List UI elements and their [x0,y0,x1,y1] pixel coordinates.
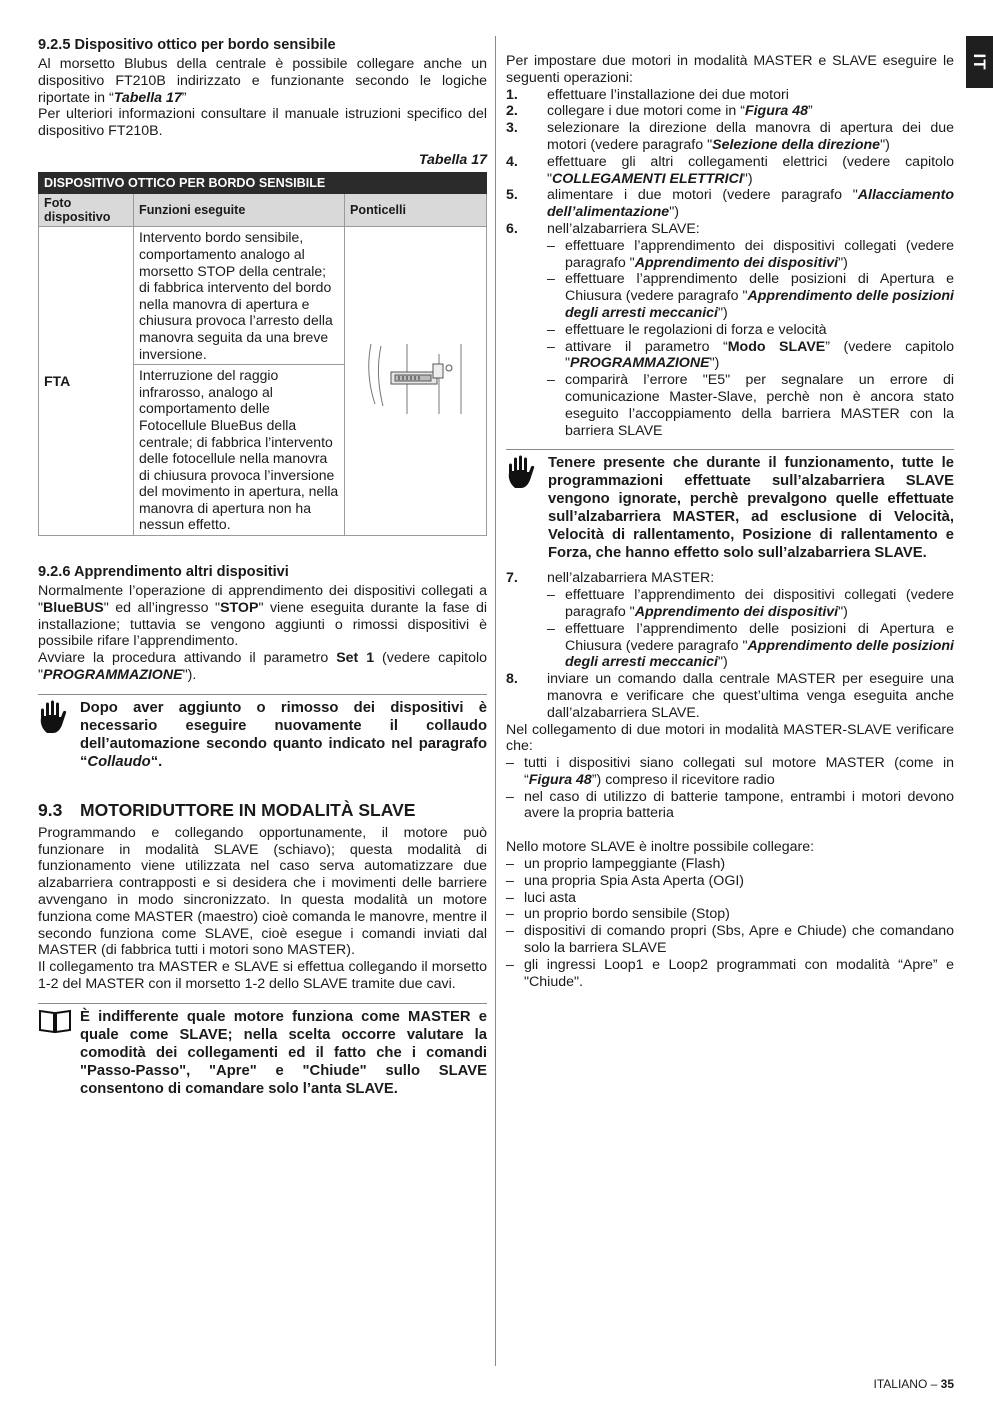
section-925-para-1 [38,56,487,106]
table-reference: Tabella 17 [113,89,182,106]
chapter-reference: COLLEGAMENTI ELETTRICI [552,170,743,187]
text: effettuare l’apprendimento delle posizioni di Apertura e Chiusura (vedere paragrafo " [565,271,954,305]
text: una propria Spia Asta Aperta (OGI) [524,872,745,889]
text: ”) compreso il ricevitore radio [591,771,775,788]
info-note-93 [38,1003,487,1098]
section-925-para-2: Per ulteriori informazioni consultare il manuale istruzioni specifico del dispositivo FT210B. [38,106,487,140]
step-text [547,570,954,671]
language-tab [966,36,993,88]
jumper-figure-cell [345,227,487,536]
text: ") [838,254,848,271]
right-column [506,53,954,990]
step-number: 4. [506,153,518,170]
step-3 [506,120,954,154]
table-title: DISPOSITIVO OTTICO PER BORDO SENSIBILE [39,172,487,194]
warning-note-slave [506,449,954,562]
section-title-93 [38,799,487,821]
step-number: 1. [506,86,518,103]
substep: – effettuare l’apprendimento dei dispositivi collegati (vedere paragrafo "Apprendimento dei dispositivi") [547,237,954,271]
section-93-para-2: Il collegamento tra MASTER e SLAVE si effettua collegando il morsetto 1-2 del MASTER con il morsetto 1-2 dello SLAVE tramite due cavi. [38,959,487,993]
text: effettuare gli altri collegamenti elettrici (vedere capitolo " [547,153,954,187]
step-text: inviare un comando dalla centrale MASTER per eseguire una manovra e verificare che quest’ultima venga eseguita anche dall’alzabarriera SLAVE. [547,671,954,721]
setup-steps-continued [506,570,954,721]
list-item: – nel caso di utilizzo di batterie tampone, entrambi i motori devono avere la propria batteria [506,788,954,822]
bold-text: Set 1 [336,650,375,667]
substep: – comparirà l’errore "E5" per segnalare un errore di comunicazione Master-Slave, perchè non è ancora stato eseguito l’accoppiamento della barriera MASTER con la barriera SLAVE [547,372,954,439]
paragraph-reference: Apprendimento delle posizioni degli arresti meccanici [565,288,954,321]
section-title-925: 9.2.5 Dispositivo ottico per bordo sensibile [38,37,336,53]
paragraph-reference: Apprendimento dei dispositivi [634,254,839,271]
text: un proprio lampeggiante (Flash) [524,856,726,873]
bold-text: STOP [220,599,259,616]
step-text [547,103,954,120]
check-list [506,755,954,822]
book-icon [38,1008,80,1098]
table-caption: Tabella 17 [418,151,487,168]
text: “. [150,753,163,770]
text: " viene eseguita durante la fase di installazione; tuttavia se vengono aggiunti o rimossi dispositivi è possibile rifare l’apprendimento. [38,599,488,650]
text: attivare il parametro “ [565,338,728,355]
paragraph-reference: Apprendimento delle posizioni degli arresti meccanici [565,637,954,671]
step-8 [506,671,954,721]
text: "). [182,667,197,684]
section-926-para-2 [38,650,487,684]
step-number: 5. [506,187,518,204]
step-1 [506,87,954,104]
text: " ed all’ingresso " [103,599,221,616]
text: Normalmente l’operazione di apprendimento dei dispositivi collegati a " [38,583,487,616]
table-header-jumpers: Ponticelli [345,194,487,227]
step-number: 6. [506,220,518,237]
step-2 [506,103,954,120]
step-text [547,154,954,188]
step-number: 2. [506,103,518,120]
step-number: 8. [506,671,518,688]
text: un proprio bordo sensibile (Stop) [524,906,730,923]
function-cell-2: Interruzione del raggio infrarosso, analogo al comportamento delle Fotocellule BlueBus della centrale; di fabbrica l’intervento delle fotocellule nella manovra di chiusura provoca l’inversione del movimento in apertura, nella manovra di apertura non ha nessun effetto. [134,365,345,536]
column-divider [495,36,496,1366]
text: luci asta [524,889,577,906]
list-item: – un proprio bordo sensibile (Stop) [506,906,954,923]
hand-icon [506,454,548,562]
step-5 [506,187,954,221]
step-6 [506,221,954,439]
substep: – effettuare le regolazioni di forza e velocità [547,322,954,339]
list-item: – una propria Spia Asta Aperta (OGI) [506,873,954,890]
substep: – effettuare l’apprendimento dei dispositivi collegati (vedere paragrafo "Apprendimento dei dispositivi") [547,587,954,620]
warning-text [80,699,487,771]
section-heading: MOTORIDUTTORE IN MODALITÀ SLAVE [80,799,416,820]
parameter-name: Modo SLAVE [727,338,826,355]
list-item: – dispositivi di comando propri (Sbs, Apre e Chiude) che comandano solo la barriera SLAVE [506,923,954,957]
paragraph-reference: Allacciamento dell’alimentazione [547,187,954,221]
text: Avviare la procedura attivando il parametro [38,650,337,667]
text: effettuare le regolazioni di forza e velocità [565,321,827,338]
text: dispositivi di comando propri (Sbs, Apre e Chiude) che comandano solo la barriera SLAVE [524,923,954,957]
text: ") [718,654,728,671]
slave-substeps [547,238,954,440]
device-table [38,172,487,536]
text: Al morsetto Blubus della centrale è possibile collegare anche un dispositivo FT210B indirizzato e funzionante secondo le logiche riportate in “ [38,56,487,106]
text: ") [880,136,890,153]
text: ") [742,170,753,187]
text: ") [838,603,848,620]
figure-reference: Figura 48 [528,771,592,788]
text: ") [669,204,679,221]
step-4 [506,154,954,188]
figure-reference: Figura 48 [744,103,809,120]
text: nel caso di utilizzo di batterie tampone, entrambi i motori devono avere la propria batteria [524,788,954,822]
text: ” [181,89,187,106]
substep: – attivare il parametro “Modo SLAVE” (vedere capitolo "PROGRAMMAZIONE") [547,338,954,372]
paragraph-reference: Collaudo [87,753,151,770]
step-number: 3. [506,120,518,137]
warning-text: Tenere presente che durante il funzionamento, tutte le programmazioni effettuate sull’alzabarriera SLAVE vengono ignorate, perchè prevalgono quelle effettuate sull’alzabarriera MASTER, ad esclusione di Velocità, Velocità di rallentamento, Posizione di rallentamento e Forza, che hanno effetto solo sull’alzabarriera SLAVE. [548,455,954,562]
section-926-para-1 [38,583,487,650]
text: ") [709,355,720,372]
text: gli ingressi Loop1 e Loop2 programmati con modalità “Apre” e "Chiude". [524,956,954,990]
substep: – effettuare l’apprendimento delle posizioni di Apertura e Chiusura (vedere paragrafo "Apprendimento delle posizioni degli arresti meccanici") [547,620,954,671]
paragraph-reference: Selezione della direzione [712,136,881,153]
list-item: – un proprio lampeggiante (Flash) [506,856,954,873]
master-substeps [547,587,954,671]
step-text [547,187,954,221]
text: comparirà l’errore "E5" per segnalare un errore di comunicazione Master-Slave, perchè non è ancora stato eseguito l’accoppiamento della barriera MASTER con la barriera SLAVE [565,372,954,439]
page-number: 35 [940,1377,954,1391]
step-text [547,221,954,439]
text: (vedere capitolo " [38,650,487,684]
bold-text: BlueBUS [43,599,104,616]
text: Dopo aver aggiunto o rimosso dei dispositivi è necessario eseguire nuovamente il collaudo dell’automazione secondo quanto indicato nel paragrafo “ [80,699,487,770]
step-text [547,120,954,154]
master-slave-intro: Per impostare due motori in modalità MASTER e SLAVE eseguire le seguenti operazioni: [506,53,954,86]
setup-steps [506,87,954,440]
step-7 [506,570,954,671]
page-footer [874,1377,955,1391]
substep: – effettuare l’apprendimento delle posizioni di Apertura e Chiusura (vedere paragrafo "Apprendimento delle posizioni degli arresti meccanici") [547,271,954,321]
paragraph-reference: Apprendimento dei dispositivi [634,603,839,620]
section-title-926: 9.2.6 Apprendimento altri dispositivi [38,564,289,581]
text: ” (vedere capitolo " [565,338,954,372]
left-column [38,36,487,1098]
list-item: – luci asta [506,890,954,907]
table-header-photo: Foto dispositivo [39,194,134,227]
function-cell-1: Intervento bordo sensibile, comportamento analogo al morsetto STOP della centrale; di fabbrica intervento del bordo nella manovra di apertura e chiusura provoca l’arresto della manovra seguita da una breve inversione. [134,227,345,365]
text: effettuare l’apprendimento dei dispositivi collegati (vedere paragrafo " [565,587,954,620]
chapter-reference: PROGRAMMAZIONE [570,355,710,372]
device-jumper-illustration [361,334,471,424]
list-item: – gli ingressi Loop1 e Loop2 programmati con modalità “Apre” e "Chiude". [506,956,954,990]
footer-language: ITALIANO – [873,1377,938,1391]
list-item: – tutti i dispositivi siano collegati sul motore MASTER (come in “Figura 48”) compreso il ricevitore radio [506,755,954,788]
section-number: 9.3 [38,799,63,820]
table-header-functions: Funzioni eseguite [134,194,345,227]
check-intro: Nel collegamento di due motori in modalità MASTER-SLAVE verificare che: [506,721,954,755]
text: collegare i due motori come in “ [547,103,745,120]
text: nell’alzabarriera SLAVE: [547,220,700,237]
text: effettuare l’apprendimento delle posizioni di Apertura e Chiusura (vedere paragrafo " [565,620,954,654]
warning-note-926 [38,694,487,771]
device-name-cell: FTA [39,227,134,536]
text: effettuare l’apprendimento dei dispositivi collegati (vedere paragrafo " [565,237,954,271]
chapter-reference: PROGRAMMAZIONE [43,667,183,684]
section-93-para-1: Programmando e collegando opportunamente, il motore può funzionare in modalità SLAVE (schiavo); questa modalità di funzionamento viene utilizzata nel caso serva automatizzare due alzabarriera contrapposti e si desidera che i movimenti delle barriere avvengano in modo sincronizzato. In questa modalità un motore funziona come MASTER (maestro) cioè comanda le manovre, mentre il secondo funziona come SLAVE, cioè esegue i comandi inviati dal MASTER (di fabbrica tutti i motori sono MASTER). [38,824,487,959]
step-text: effettuare l’installazione dei due motori [547,86,789,103]
slave-intro: Nello motore SLAVE è inoltre possibile collegare: [506,839,815,856]
language-code: IT [970,53,989,71]
text: ” [808,103,813,120]
text: tutti i dispositivi siano collegati sul motore MASTER (come in “ [524,755,954,788]
info-text: È indifferente quale motore funziona come MASTER e quale come SLAVE; nella scelta occorre valutare la comodità dei collegamenti ed il fatto che i comandi "Passo-Passo", "Apre" e "Chiude" sullo SLAVE consentono di comandare solo l’anta SLAVE. [80,1008,487,1097]
text: ") [718,304,728,321]
text: alimentare i due motori (vedere paragrafo " [547,187,858,204]
text: selezionare la direzione della manovra di apertura dei due motori (vedere paragrafo " [547,120,954,153]
hand-icon [38,699,80,771]
slave-connect-list [506,856,954,990]
step-number: 7. [506,570,518,587]
text: nell’alzabarriera MASTER: [547,570,715,587]
